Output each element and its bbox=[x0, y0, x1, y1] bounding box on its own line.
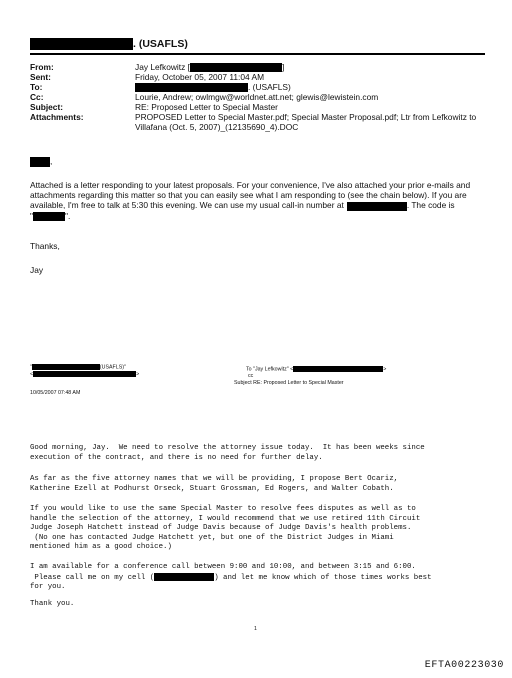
cc-label: Cc: bbox=[30, 92, 44, 102]
quoted-to bbox=[246, 366, 386, 373]
title-divider bbox=[30, 53, 485, 55]
attachment-link-line2[interactable]: Villafana (Oct. 5, 2007)_(12135690_4).DOC bbox=[135, 122, 299, 132]
quoted-closing: Thank you. bbox=[30, 600, 75, 608]
body-line bbox=[30, 200, 500, 210]
quoted-line: for you. bbox=[30, 583, 66, 592]
redaction-bar bbox=[33, 371, 136, 377]
body-line4-end: ". bbox=[64, 210, 71, 221]
redaction-bar bbox=[33, 212, 65, 221]
quoted-line: Good morning, Jay. We need to resolve the attorney issue today. It has been weeks since bbox=[30, 444, 425, 452]
body-line4-start: " bbox=[30, 210, 33, 221]
quoted-paragraph-2 bbox=[30, 475, 398, 494]
body-line3-text: available, I'm free to talk at 5:30 this evening. We can use my usual call-in number at bbox=[30, 200, 344, 211]
greeting-comma: , bbox=[50, 156, 53, 166]
attachments-value bbox=[135, 112, 490, 132]
redaction-bar bbox=[30, 38, 133, 50]
quoted-line: Judge Joseph Hatchett instead of Judge Davis because of Judge Davis's health problems. bbox=[30, 524, 412, 533]
quoted-paragraph-1 bbox=[30, 444, 425, 463]
body-line3-end: . The code is bbox=[406, 200, 455, 211]
quoted-from-line2 bbox=[30, 371, 139, 378]
quoted-cc: cc bbox=[248, 373, 254, 380]
subject-label: Subject: bbox=[30, 102, 64, 112]
quoted-to-text: To "Jay Lefkowitz" < bbox=[246, 366, 294, 373]
sent-value: Friday, October 05, 2007 11:04 AM bbox=[135, 72, 265, 82]
quoted-line: As far as the five attorney names that we will be providing, I propose Bert Ocariz, bbox=[30, 475, 399, 483]
quoted-line: If you would like to use the same Special Master to resolve fees disputes as well as to bbox=[30, 505, 416, 513]
quoted-from bbox=[30, 364, 139, 379]
to-value bbox=[135, 82, 490, 92]
body-line: Attached is a letter responding to your latest proposals. For your convenience, I've also attached your prior e-mails and bbox=[30, 180, 471, 190]
redaction-bar bbox=[30, 156, 53, 167]
from-value bbox=[135, 62, 490, 72]
email-body bbox=[30, 180, 500, 221]
quoted-line: I am available for a conference call between 9:00 and 10:00, and between 3:15 and 6:00. bbox=[30, 563, 416, 571]
quoted-from-line1 bbox=[30, 364, 139, 371]
quoted-to-close: > bbox=[383, 366, 387, 373]
quoted-line: Katherine Ezell at Podhurst Orseck, Stuart Grossman, Ed Rogers, and Walter Cobath. bbox=[30, 484, 394, 493]
attachments-label: Attachments: bbox=[30, 112, 84, 122]
bates-number: EFTA00223030 bbox=[424, 660, 504, 671]
quoted-paragraph-3 bbox=[30, 505, 420, 553]
body-line bbox=[30, 211, 500, 221]
redaction-bar bbox=[154, 573, 214, 581]
redaction-bar bbox=[32, 364, 100, 370]
quoted-line bbox=[30, 573, 432, 584]
redaction-bar bbox=[135, 83, 248, 92]
quoted-from-suffix: (USAFLS)" bbox=[99, 364, 126, 371]
email-title bbox=[30, 38, 188, 50]
from-label: From: bbox=[30, 62, 54, 72]
quoted-subject: Subject RE: Proposed Letter to Special Master bbox=[234, 380, 344, 387]
from-name: Jay Lefkowitz [ bbox=[135, 62, 190, 72]
to-text: . (USAFLS) bbox=[248, 82, 291, 92]
subject-value: RE: Proposed Letter to Special Master bbox=[135, 102, 278, 112]
quoted-paragraph-4 bbox=[30, 563, 432, 593]
quoted-line: handle the selection of the attorney, I would recommend that we use retired 11th Circuit bbox=[30, 514, 421, 523]
thanks-text: Thanks, bbox=[30, 241, 60, 251]
to-label: To: bbox=[30, 82, 43, 92]
redaction-bar bbox=[293, 366, 383, 372]
signature: Jay bbox=[30, 265, 44, 275]
quoted-date: 10/05/2007 07:48 AM bbox=[30, 390, 81, 396]
quoted-from-line2-suffix: > bbox=[136, 371, 140, 378]
quoted-line: mentioned him as a good choice.) bbox=[30, 543, 172, 552]
quoted-to-block bbox=[234, 366, 387, 387]
quoted-line: (No one has contacted Judge Hatchett yet, but one of the District Judges in Miami bbox=[30, 533, 394, 542]
greeting bbox=[30, 156, 52, 167]
redaction-bar bbox=[190, 62, 285, 72]
sent-label: Sent: bbox=[30, 72, 51, 82]
quoted-line: execution of the contract, and there is no need for further delay. bbox=[30, 453, 323, 462]
quoted-line-start: Please call me on my cell ( bbox=[30, 573, 155, 582]
body-line: attachments regarding this matter so that you can easily see what I am responding to (see the chain below). If you are bbox=[30, 190, 467, 201]
email-title-text: . (USAFLS) bbox=[133, 38, 188, 50]
from-close: ] bbox=[281, 62, 285, 72]
attachment-link-line1[interactable]: PROPOSED Letter to Special Master.pdf; Special Master Proposal.pdf; Ltr from Lefkowitz to bbox=[135, 112, 477, 122]
quoted-line-end: ) and let me know which of those times works best bbox=[214, 573, 432, 582]
page-number: 1 bbox=[254, 626, 257, 632]
redaction-bar bbox=[347, 202, 407, 211]
cc-value: Lourie, Andrew; owlmgw@worldnet.att.net; glewis@lewistein.com bbox=[135, 92, 379, 102]
quoted-from-line2-prefix: < bbox=[30, 371, 34, 378]
